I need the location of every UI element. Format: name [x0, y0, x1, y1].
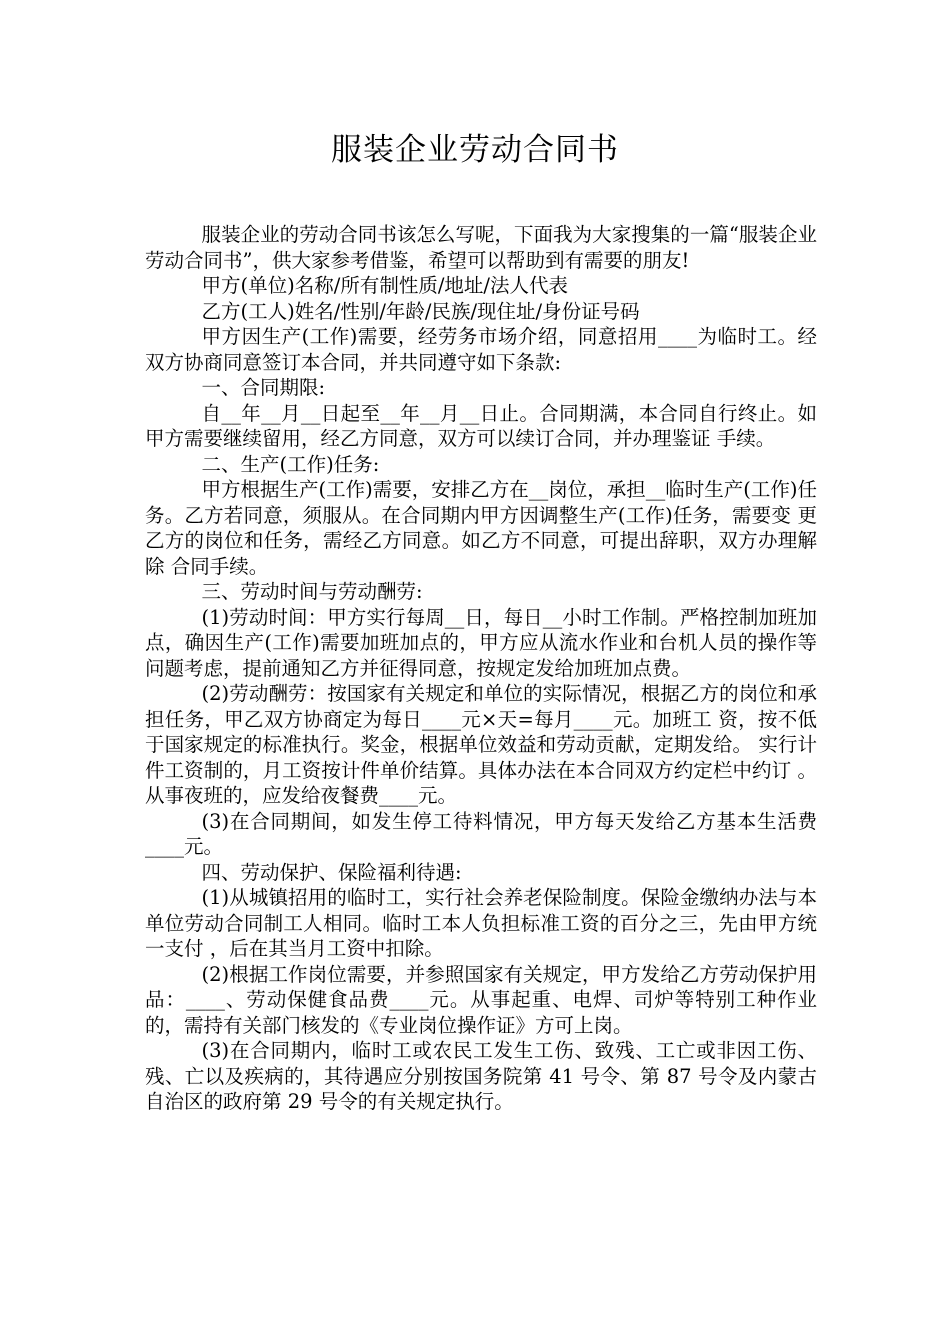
section-heading-hours-pay: 三、劳动时间与劳动酬劳: — [201, 580, 423, 603]
paragraph-party-b: 乙方(工人)姓名/性别/年龄/民族/现住址/身份证号码 — [201, 299, 640, 323]
paragraph-tasks: 甲方根据生产(工作)需要，安排乙方在__岗位，承担__临时生产(工作)任务。乙方若同意，须服从。在合同期内甲方因调整生产(工作)任务，需要变 更乙方的岗位和任务，需经乙方同意。如乙方不同意，可提出辞职，双方办理解除 合同手续。 — [145, 478, 817, 578]
paragraph-preamble: 甲方因生产(工作)需要，经劳务市场介绍，同意招用____为临时工。经双方协商同意签订本合同，并共同遵守如下条款: — [145, 325, 817, 374]
document-title: 服装企业劳动合同书 — [331, 132, 619, 168]
document-body — [145, 222, 817, 1115]
paragraph-working-hours: (1)劳动时间：甲方实行每周__日，每日__小时工作制。严格控制加班加点，确因生产(工作)需要加班加点的，甲方应从流水作业和台机人员的操作等 问题考虑，提前通知乙方并征得同意，按规定发给加班加点费。 — [145, 605, 817, 680]
paragraph-party-a: 甲方(单位)名称/所有制性质/地址/法人代表 — [201, 274, 568, 297]
section-heading-term: 一、合同期限: — [201, 376, 326, 399]
paragraph-intro: 服装企业的劳动合同书该怎么写呢，下面我为大家搜集的一篇“服装企业劳动合同书”，供大家参考借鉴，希望可以帮助到有需要的朋友! — [145, 223, 817, 272]
section-heading-protection: 四、劳动保护、保险福利待遇: — [201, 860, 462, 884]
paragraph-injury: (3)在合同期内，临时工或农民工发生工伤、致残、工亡或非因工伤、残、亡以及疾病的，其待遇应分别按国务院第 41 号令、第 87 号令及内蒙古自治区的政府第 29 号令的有关规定执行。 — [145, 1039, 817, 1113]
paragraph-term: 自__年__月__日起至__年__月__日止。合同期满，本合同自行终止。如甲方需要继续留用，经乙方同意，双方可以续订合同，并办理鉴证 手续。 — [145, 401, 817, 450]
paragraph-living-allowance: (3)在合同期间，如发生停工待料情况，甲方每天发给乙方基本生活费____元。 — [145, 809, 817, 858]
section-heading-tasks: 二、生产(工作)任务: — [201, 452, 380, 476]
paragraph-protective-gear: (2)根据工作岗位需要，并参照国家有关规定，甲方发给乙方劳动保护用品：____、劳动保健食品费____元。从事起重、电焊、司炉等特别工种作业 的，需持有关部门核发的《专业岗位操作证》方可上岗。 — [145, 962, 817, 1037]
paragraph-remuneration: (2)劳动酬劳：按国家有关规定和单位的实际情况，根据乙方的岗位和承担任务，甲乙双方协商定为每日____元×天=每月____元。加班工 资，按不低于国家规定的标准执行。奖金，根据单位效益和劳动贡献，定期发给。 实行计件工资制的，月工资按计件单价结算。具体办法在本合同双方约定栏中约订 。从事夜班的，应发给夜餐费____元。 — [145, 682, 817, 807]
paragraph-pension: (1)从城镇招用的临时工，实行社会养老保险制度。保险金缴纳办法与本单位劳动合同制工人相同。临时工本人负担标准工资的百分之三，先由甲方统一支付 ，后在其当月工资中扣除。 — [145, 886, 817, 960]
